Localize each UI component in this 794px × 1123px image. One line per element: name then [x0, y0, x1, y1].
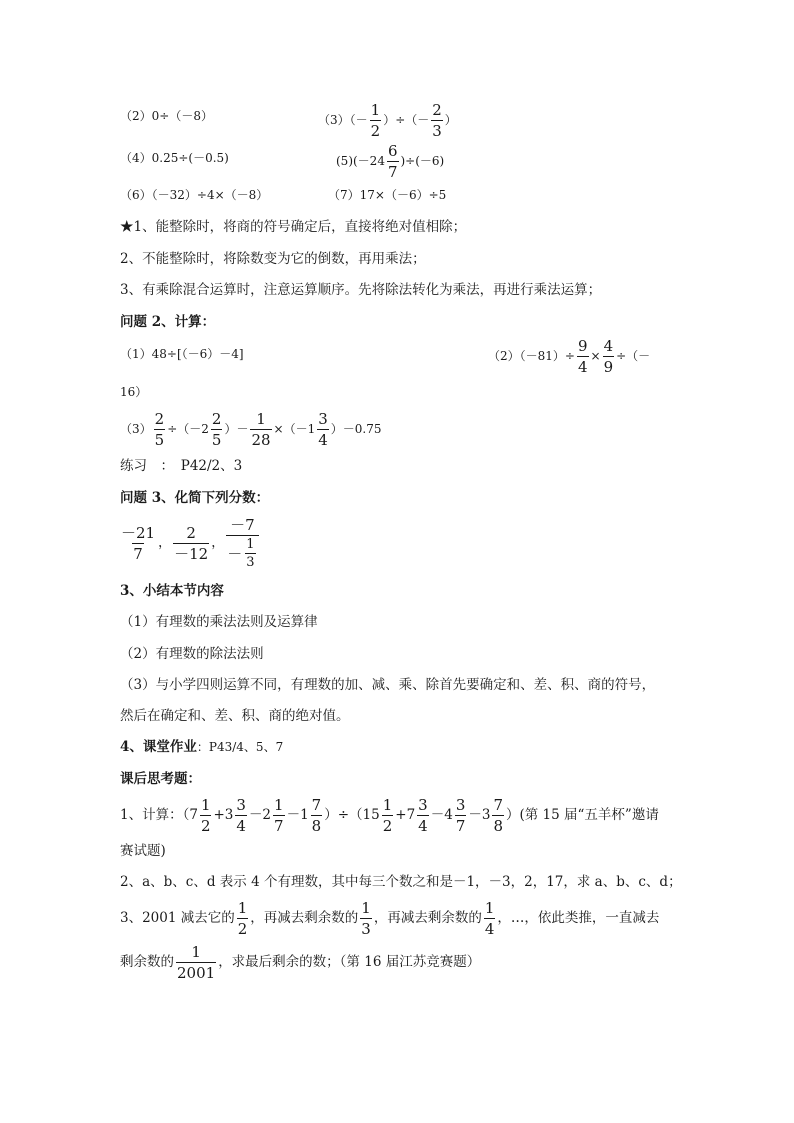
- fraction: $\frac{1}{2}$: [237, 899, 248, 938]
- practice-line: 练习 ： P42/2、3: [120, 458, 243, 474]
- q3-fractions: $\frac{-21}{7}$ ， $\frac{2}{-12}$ ， －7 － 1 3: [118, 515, 261, 571]
- fraction: $\frac{3}{4}$: [418, 796, 428, 835]
- fraction: $\frac{1}{3}$: [361, 899, 371, 938]
- exercise-2: （2）0÷（－8）: [120, 109, 213, 123]
- summary-item-4: 然后在确定和、差、积、商的绝对值。: [120, 708, 350, 724]
- q2-part-2: （2）（－81）÷ $\frac{9}{4}$ × $\frac{4}{9}$ ÷（－: [488, 337, 651, 376]
- fraction: $\frac{-21}{7}$: [121, 523, 156, 563]
- exercise-7: （7）17×（－6）÷5: [328, 188, 447, 202]
- thinking-title: 课后思考题：: [120, 771, 201, 787]
- q2-part-1: （1）48÷[（－6）－4]: [120, 347, 244, 361]
- summary-item-2: （2）有理数的除法法则: [120, 646, 264, 662]
- fraction: $\frac{3}{7}$: [455, 796, 466, 835]
- fraction: $\frac{3}{4}$: [318, 410, 328, 449]
- fraction: $\frac{7}{8}$: [311, 796, 322, 835]
- q2-part-2-wrap: 16）: [120, 385, 148, 399]
- fraction: $\frac{1}{2001}$: [177, 943, 216, 982]
- summary-item-1: （1）有理数的乘法法则及运算律: [120, 614, 318, 630]
- thinking-3: 3、2001 减去它的 $\frac{1}{2}$ ，再减去剩余数的 $\frac{1}{3}$ ，再减去剩余数的 $\frac{1}{4}$ ，…，依此类推，一直减去: [120, 899, 660, 938]
- homework-line: 4、课堂作业：P43/4、5、7: [120, 739, 284, 755]
- rule-1: ★1、能整除时，将商的符号确定后，直接将绝对值相除；: [120, 219, 467, 235]
- fraction: $\frac{1}{4}$: [484, 899, 495, 938]
- fraction: $\frac{3}{4}$: [236, 796, 246, 835]
- summary-title: 3、小结本节内容: [120, 583, 224, 599]
- question-2-title: 问题 2、计算：: [120, 314, 216, 330]
- fraction: $\frac{2}{5}$: [154, 410, 165, 449]
- summary-item-3: （3）与小学四则运算不同，有理数的加、减、乘、除首先要确定和、差、积、商的符号，: [120, 677, 656, 693]
- fraction: $\frac{1}{2}$: [370, 101, 381, 140]
- fraction: $\frac{2}{-12}$: [174, 523, 209, 563]
- fraction: $\frac{1}{7}$: [274, 796, 284, 835]
- fraction: $\frac{2}{5}$: [211, 410, 222, 449]
- thinking-1-wrap: 赛试题): [120, 843, 166, 859]
- fraction: 1 3: [246, 537, 255, 570]
- rule-3: 3、有乘除混合运算时，注意运算顺序。先将除法转化为乘法，再进行乘法运算；: [120, 282, 602, 298]
- thinking-2: 2、a、b、c、d 表示 4 个有理数，其中每三个数之和是－1，－3，2，17，求 a、b、c、d；: [120, 874, 682, 890]
- fraction: $\frac{2}{3}$: [432, 101, 442, 140]
- fraction: $\frac{9}{4}$: [577, 337, 588, 376]
- exercise-3: （3）（－ $\frac{1}{2}$ ）÷（－ $\frac{2}{3}$ ）: [318, 101, 457, 140]
- fraction: $\frac{1}{2}$: [200, 796, 211, 835]
- fraction: $\frac{7}{8}$: [493, 796, 503, 835]
- complex-fraction: －7 － 1 3: [226, 515, 258, 571]
- q2-part-3: （3） $\frac{2}{5}$ ÷（－2 $\frac{2}{5}$ ）－ $\frac{1}{28}$ ×（－1 $\frac{3}{4}$ ）－0.75: [120, 410, 382, 449]
- question-3-title: 问题 3、化简下列分数：: [120, 490, 270, 506]
- fraction: $\frac{1}{28}$: [251, 410, 271, 449]
- rule-2: 2、不能整除时，将除数变为它的倒数，再用乘法；: [120, 251, 426, 267]
- fraction: $\frac{6}{7}$: [387, 142, 398, 181]
- exercise-5: (5)(－24 $\frac{6}{7}$ )÷(－6): [336, 142, 445, 181]
- exercise-6: （6）（－32）÷4×（－8）: [120, 188, 269, 202]
- fraction: $\frac{4}{9}$: [603, 337, 614, 376]
- thinking-1: 1、计算：（7 $\frac{1}{2}$ +3 $\frac{3}{4}$ －2 $\frac{1}{7}$ －1 $\frac{7}{8}$ ）÷（15 $\frac{1}{2}$ +7 $\frac{3}{4}$ －4 $\frac{3}{7}$ －3 $\frac{7}{8}$ ）(第 15 届“五羊杯”邀请: [120, 796, 659, 835]
- thinking-3-wrap: 剩余数的 $\frac{1}{2001}$ ，求最后剩余的数；（第 16 届江苏竞赛题）: [120, 943, 481, 982]
- exercise-4: （4）0.25÷(－0.5): [120, 151, 229, 165]
- fraction: $\frac{1}{2}$: [382, 796, 393, 835]
